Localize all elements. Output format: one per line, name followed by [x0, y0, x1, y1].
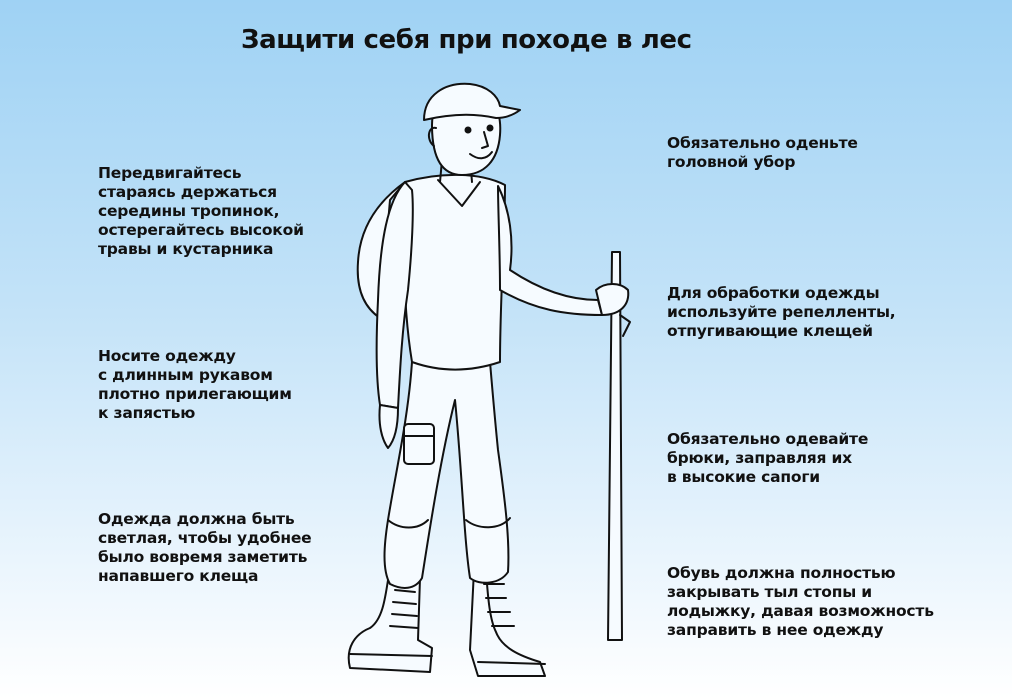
- shirt: [404, 175, 505, 370]
- belt-pouch: [404, 424, 434, 464]
- tip-stay-on-path: Передвигайтесь стараясь держаться середины тропинок, остерегайтесь высокой травы и кустарника: [98, 164, 304, 258]
- left-hand: [379, 405, 398, 448]
- trousers: [385, 362, 509, 588]
- tip-closed-shoes: Обувь должна полностью закрывать тыл стопы и лодыжку, давая возможность заправить в нее одежду: [667, 564, 934, 639]
- tip-long-sleeves: Носите одежду с длинным рукавом плотно прилегающим к запястью: [98, 347, 292, 422]
- tip-wear-hat: Обязательно оденьте головной убор: [667, 134, 858, 171]
- cap: [424, 84, 520, 120]
- right-hand: [596, 284, 628, 315]
- right-boot: [470, 570, 545, 676]
- hiker-illustration: [345, 80, 645, 680]
- right-arm: [498, 186, 602, 315]
- left-boot: [349, 578, 432, 672]
- tip-repellent: Для обработки одежды используйте репелленты, отпугивающие клещей: [667, 284, 896, 340]
- tip-tuck-trousers: Обязательно одевайте брюки, заправляя их в высокие сапоги: [667, 430, 869, 486]
- tip-light-clothing: Одежда должна быть светлая, чтобы удобнее было вовремя заметить напавшего клеща: [98, 510, 312, 585]
- page-title: Защити себя при походе в лес: [241, 25, 692, 55]
